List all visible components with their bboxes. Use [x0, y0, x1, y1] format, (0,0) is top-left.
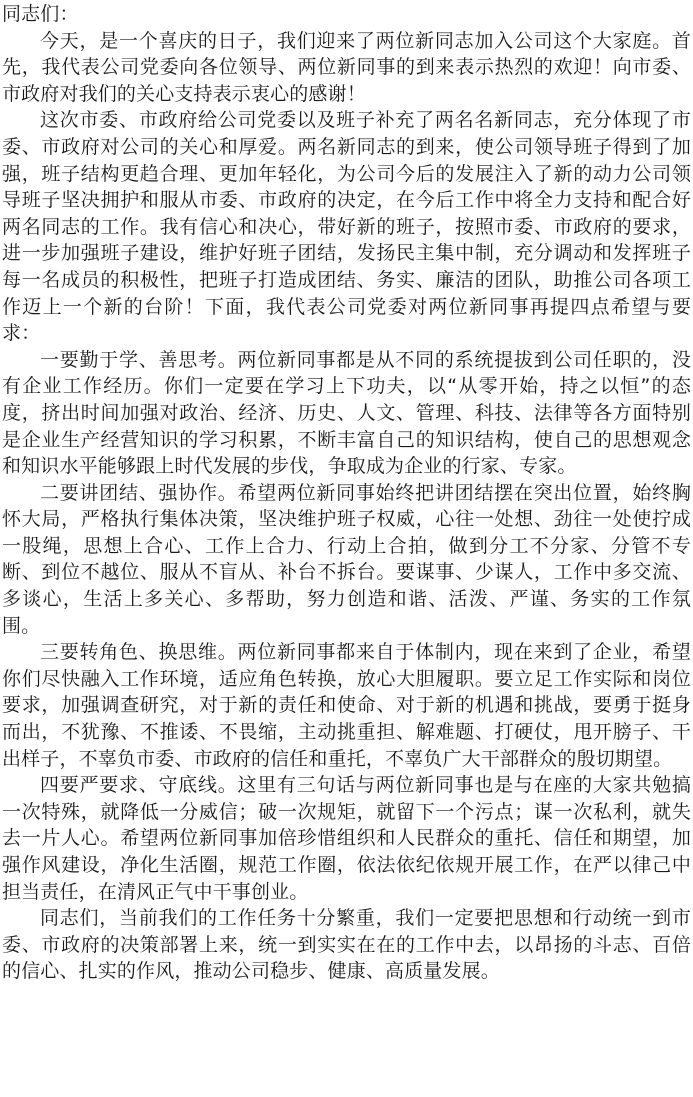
paragraph-team: 这次市委、市政府给公司党委以及班子补充了两名名新同志，充分体现了市委、市政府对公司的关心和厚爱。两名新同志的到来，使公司领导班子得到了加强，班子结构更趋合理、更加年轻化，为公司今后的发展注入了新的动力公司领导班子坚决拥护和服从市委、市政府的决定，在今后工作中将全力支持和配合好两名同志的工作。我有信心和决心，带好新的班子，按照市委、市政府的要求，进一步加强班子建设，维护好班子团结，发扬民主集中制，充分调动和发挥班子每一名成员的积极性，把班子打造成团结、务实、廉洁的团队，助推公司各项工作迈上一个新的台阶！下面，我代表公司党委对两位新同事再提四点希望与要求：	[2, 109, 691, 345]
paragraph-closing: 同志们，当前我们的工作任务十分繁重，我们一定要把思想和行动统一到市委、市政府的决策部署上来，统一到实实在在的工作中去，以昂扬的斗志、百倍的信心、扎实的作风，推动公司稳步、健康、高质量发展。	[2, 907, 691, 983]
document-body	[2, 1, 691, 985]
paragraph-welcome: 今天，是一个喜庆的日子，我们迎来了两位新同志加入公司这个大家庭。首先，我代表公司党委向各位领导、两位新同事的到来表示热烈的欢迎！向市委、市政府对我们的关心支持表示衷心的感谢！	[2, 29, 691, 105]
salutation: 同志们：	[2, 3, 79, 25]
paragraph-requirement-3: 三要转角色、换思维。两位新同事都来自于体制内，现在来到了企业，希望你们尽快融入工作环境，适应角色转换，放心大胆履职。要立足工作实际和岗位要求，加强调查研究，对于新的责任和使命、对于新的机遇和挑战，要勇于挺身而出，不犹豫、不推诿、不畏缩，主动挑重担、解难题、打硬仗，甩开膀子、干出样子，不辜负市委、市政府的信任和重托，不辜负广大干部群众的殷切期望。	[2, 641, 691, 770]
paragraph-requirement-1: 一要勤于学、善思考。两位新同事都是从不同的系统提拔到公司任职的，没有企业工作经历。你们一定要在学习上下功夫，以“从零开始，持之以恒”的态度，挤出时间加强对政治、经济、历史、人文、管理、科技、法律等各方面特别是企业生产经营知识的学习积累，不断丰富自己的知识结构，使自己的思想观念和知识水平能够跟上时代发展的步伐，争取成为企业的行家、专家。	[2, 348, 691, 478]
paragraph-requirement-4: 四要严要求、守底线。这里有三句话与两位新同事也是与在座的大家共勉搞一次特殊，就降低一分威信；破一次规矩，就留下一个污点；谋一次私利，就失去一片人心。希望两位新同事加倍珍惜组织和人民群众的重托、信任和期望，加强作风建设，净化生活圈，规范工作圈，依法依纪依规开展工作，在严以律己中担当责任，在清风正气中干事创业。	[2, 774, 691, 903]
paragraph-requirement-2: 二要讲团结、强协作。希望两位新同事始终把讲团结摆在突出位置，始终胸怀大局，严格执行集体决策，坚决维护班子权威，心往一处想、劲往一处使拧成一股绳，思想上合心、工作上合力、行动上合拍，做到分工不分家、分管不专断、到位不越位、服从不盲从、补台不拆台。要谋事、少谋人，工作中多交流、多谈心，生活上多关心、多帮助，努力创造和谐、活泼、严谨、务实的工作氛围。	[2, 481, 691, 637]
